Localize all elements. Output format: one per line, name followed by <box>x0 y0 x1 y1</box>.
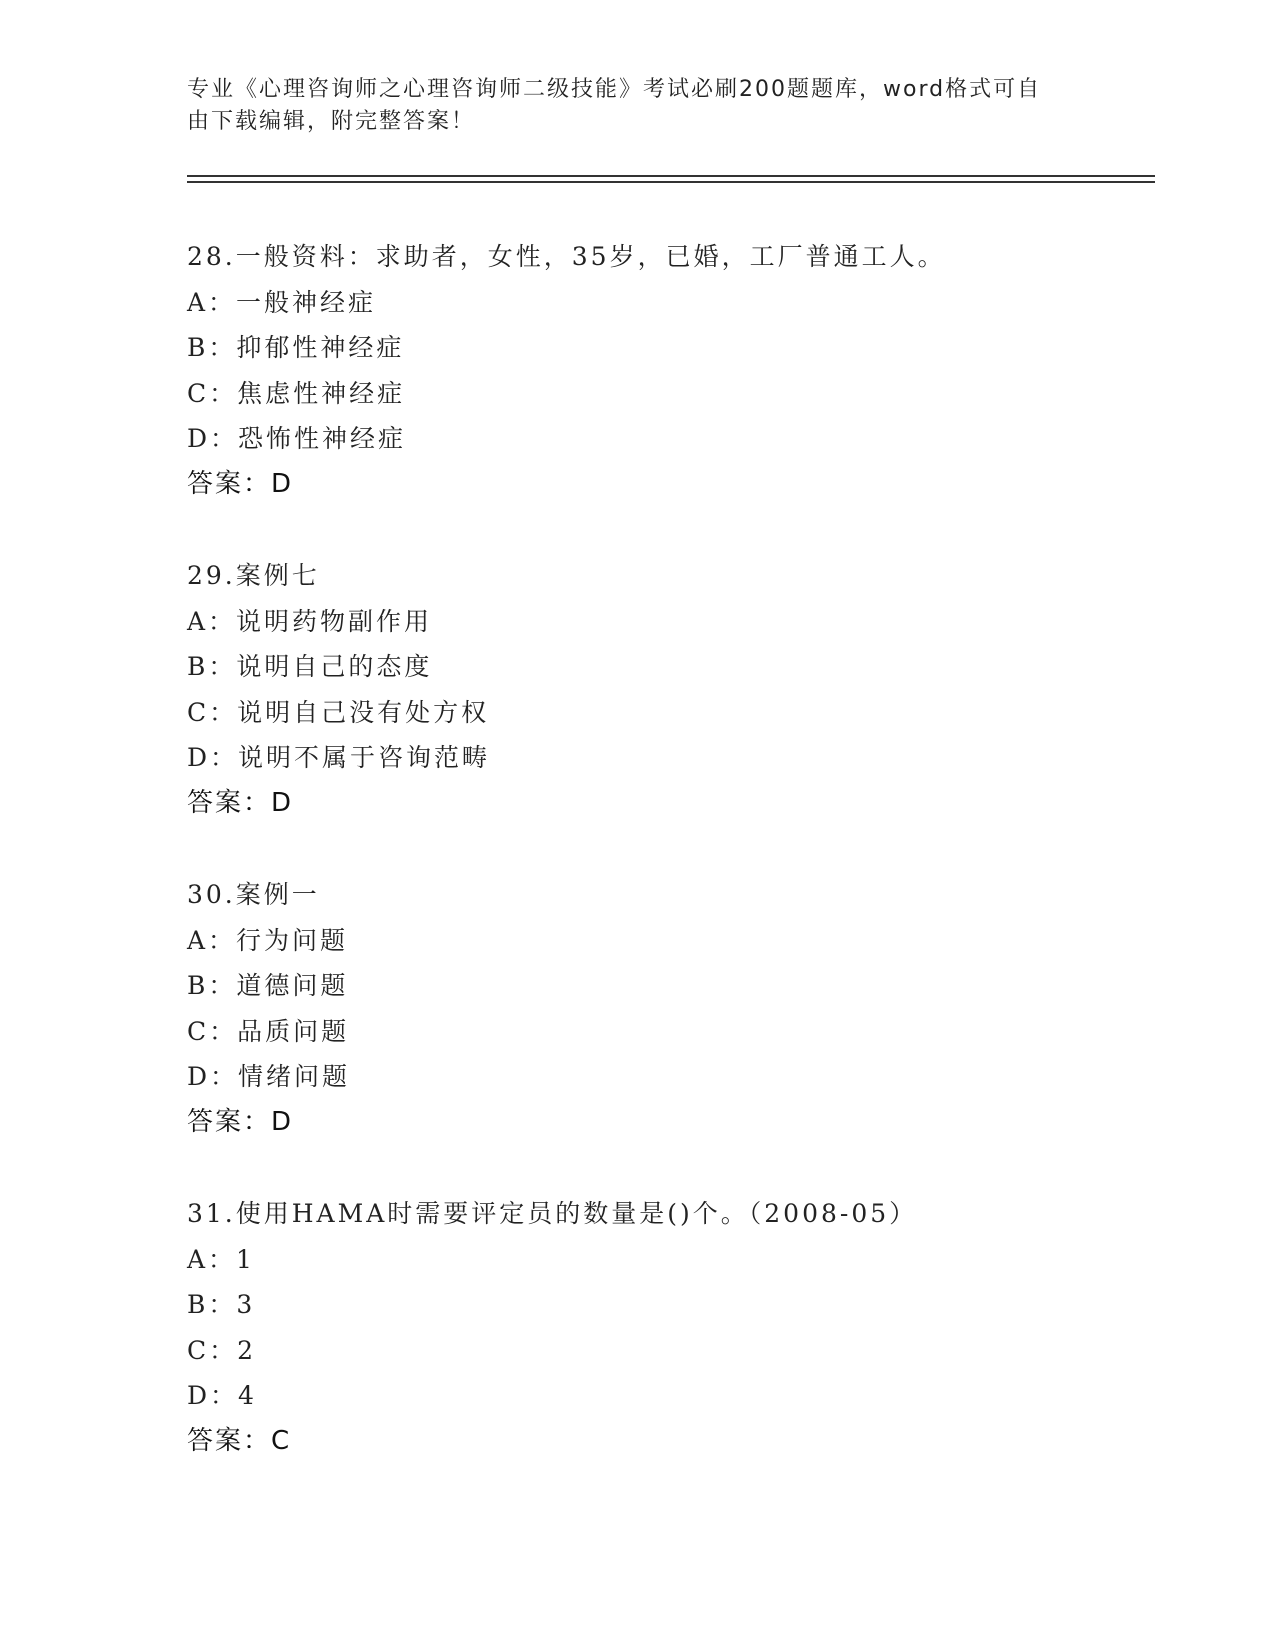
answer-label: 答案： <box>187 1106 272 1137</box>
answer-value: D <box>271 787 292 818</box>
option-a: A：行为问题 <box>187 925 349 955</box>
answer-value: D <box>271 1106 292 1137</box>
option-b: B：3 <box>187 1290 256 1319</box>
option-a: A：说明药物副作用 <box>187 606 433 636</box>
answer-label: 答案： <box>187 468 272 499</box>
option-b: B：道德问题 <box>187 971 349 1000</box>
option-d: D：情绪问题 <box>187 1062 351 1091</box>
option-d: D：说明不属于咨询范畴 <box>187 743 491 772</box>
option-c: C：2 <box>187 1335 257 1365</box>
option-b: B：说明自己的态度 <box>187 652 433 681</box>
answer-line <box>187 1100 1147 1146</box>
document-intro <box>187 74 1087 138</box>
option-d: D：4 <box>187 1381 257 1410</box>
question-stem: 30.案例一 <box>187 880 320 909</box>
question-stem: 29.案例七 <box>187 561 320 590</box>
option-a: A：一般神经症 <box>187 287 377 317</box>
option-d: D：恐怖性神经症 <box>187 424 407 453</box>
question-block <box>187 234 1147 507</box>
option-c: C：说明自己没有处方权 <box>187 697 490 727</box>
question-block <box>187 1191 1147 1464</box>
question-block <box>187 872 1147 1145</box>
answer-line <box>187 462 1147 508</box>
question-block <box>187 553 1147 826</box>
answer-value: C <box>271 1425 290 1456</box>
question-stem: 31.使用HAMA时需要评定员的数量是()个。（2008-05） <box>187 1199 918 1228</box>
option-b: B：抑郁性神经症 <box>187 333 405 362</box>
header-divider-bottom <box>187 181 1155 183</box>
question-stem: 28.一般资料：求助者，女性，35岁，已婚，工厂普通工人。 <box>187 242 946 271</box>
answer-line <box>187 1419 1147 1465</box>
answer-value: D <box>271 468 292 499</box>
intro-line-2: 由下载编辑，附完整答案！ <box>187 109 476 134</box>
answer-label: 答案： <box>187 1425 272 1456</box>
option-c: C：焦虑性神经症 <box>187 378 406 408</box>
answer-label: 答案： <box>187 787 272 818</box>
answer-line <box>187 781 1147 827</box>
header-divider-top <box>187 175 1155 177</box>
option-a: A：1 <box>187 1244 255 1274</box>
intro-line-1: 专业《心理咨询师之心理咨询师二级技能》考试必刷200题题库，word格式可自 <box>187 77 1042 102</box>
option-c: C：品质问题 <box>187 1016 350 1046</box>
